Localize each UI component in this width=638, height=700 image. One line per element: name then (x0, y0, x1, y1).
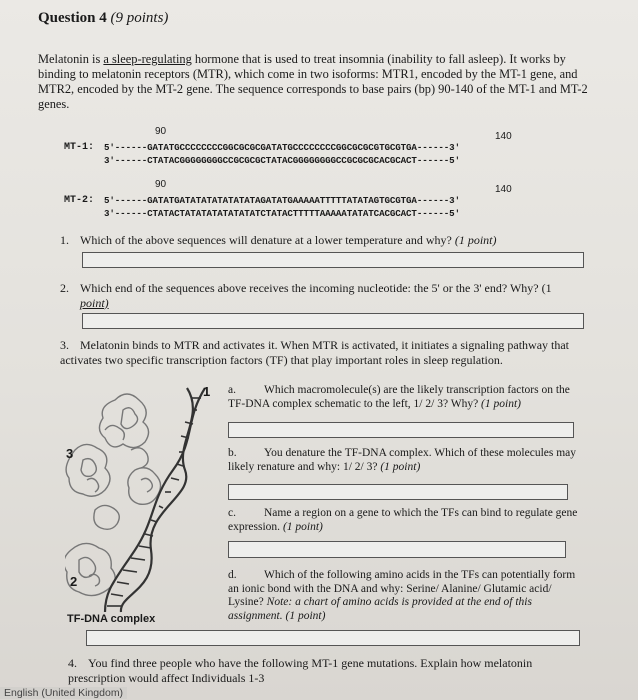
question-1: 1. Which of the above sequences will denature at a lower temperature and why? (1 point) (60, 233, 497, 247)
sub-question-c: c. Name a region on a gene to which the TFs can bind to regulate gene expression. (1 point) (228, 507, 578, 533)
mt2-start-position: 90 (155, 179, 167, 190)
mt2-bottom-strand: 3'------CTATACTATATATATATATATCTATACTTTTTAAAAATATATCACGCACT------5' (104, 208, 460, 219)
question-2: 2. Which end of the sequences above receives the incoming nucleotide: the 5' or the 3' end? Why? (1 point) (60, 281, 552, 310)
question-title: Question 4 (9 points) (38, 10, 169, 26)
intro-paragraph: Melatonin is a sleep-regulating hormone that is used to treat insomnia (inability to fall asleep). It works by binding to melatonin receptors (MTR), which come in two isoforms: MTR1, encoded by the MT-1 gene, and MTR2, encoded by the MT-2 gene. The sequence corresponds to base pairs (bp) 90-140 of the MT-1 and MT-2 genes. (38, 52, 588, 111)
tf-dna-complex-figure (65, 380, 217, 616)
language-status[interactable]: English (United Kingdom) (0, 687, 127, 699)
answer-box-3c[interactable] (228, 541, 566, 558)
sub-question-a: a. Which macromolecule(s) are the likely transcription factors on the TF-DNA complex schematic to the left, 1/ 2/ 3? Why? (1 point) (228, 384, 570, 410)
mt2-top-strand: 5'------GATATGATATATATATATATAGATATGAAAAATTTTTATATAGTGCGTGA------3' (104, 195, 460, 206)
intro-link[interactable]: a sleep-regulating (103, 52, 192, 66)
question-3: 3. Melatonin binds to MTR and activates it. When MTR is activated, it initiates a signaling pathway that activates two specific transcription factors (TF) that play important roles in sleep regulation. (60, 338, 570, 367)
mt1-top-strand: 5'------GATATGCCCCCCCCGGCGCGCGATATGCCCCCCCCGGCGCGCGTGCGTGA------3' (104, 142, 460, 153)
answer-box-3b[interactable] (228, 484, 568, 500)
mt1-label: MT-1: (64, 142, 95, 153)
figure-label-1: 1 (203, 384, 211, 399)
mt2-label: MT-2: (64, 195, 95, 206)
question-4: 4. You find three people who have the following MT-1 gene mutations. Explain how melatonin prescription would affect Individuals 1-3 (68, 656, 533, 685)
mt2-end-position: 140 (495, 184, 512, 195)
answer-box-2[interactable] (82, 313, 584, 329)
mt1-bottom-strand: 3'------CTATACGGGGGGGGCCGCGCGCTATACGGGGGGGGCCGCGCGCACGCACT------5' (104, 155, 460, 166)
figure-label-2: 2 (70, 574, 78, 589)
answer-box-3a[interactable] (228, 422, 574, 438)
sub-question-b: b. You denature the TF-DNA complex. Which of these molecules may likely renature and why: 1/ 2/ 3? (1 point) (228, 447, 577, 473)
sub-question-d: d. Which of the following amino acids in the TFs can potentially form an ionic bond with the DNA and why: Serine/ Alanine/ Glutamic acid/ Lysine? Note: a chart of amino acids is provided at the end of this assignment. (1 point) (228, 569, 576, 622)
answer-box-3d[interactable] (86, 630, 580, 646)
mt1-end-position: 140 (495, 131, 512, 142)
tf-dna-complex-illustration (65, 380, 217, 616)
answer-box-1[interactable] (82, 252, 584, 268)
mt1-start-position: 90 (155, 126, 167, 137)
figure-label-3: 3 (66, 446, 74, 461)
figure-caption: TF-DNA complex (67, 613, 156, 625)
